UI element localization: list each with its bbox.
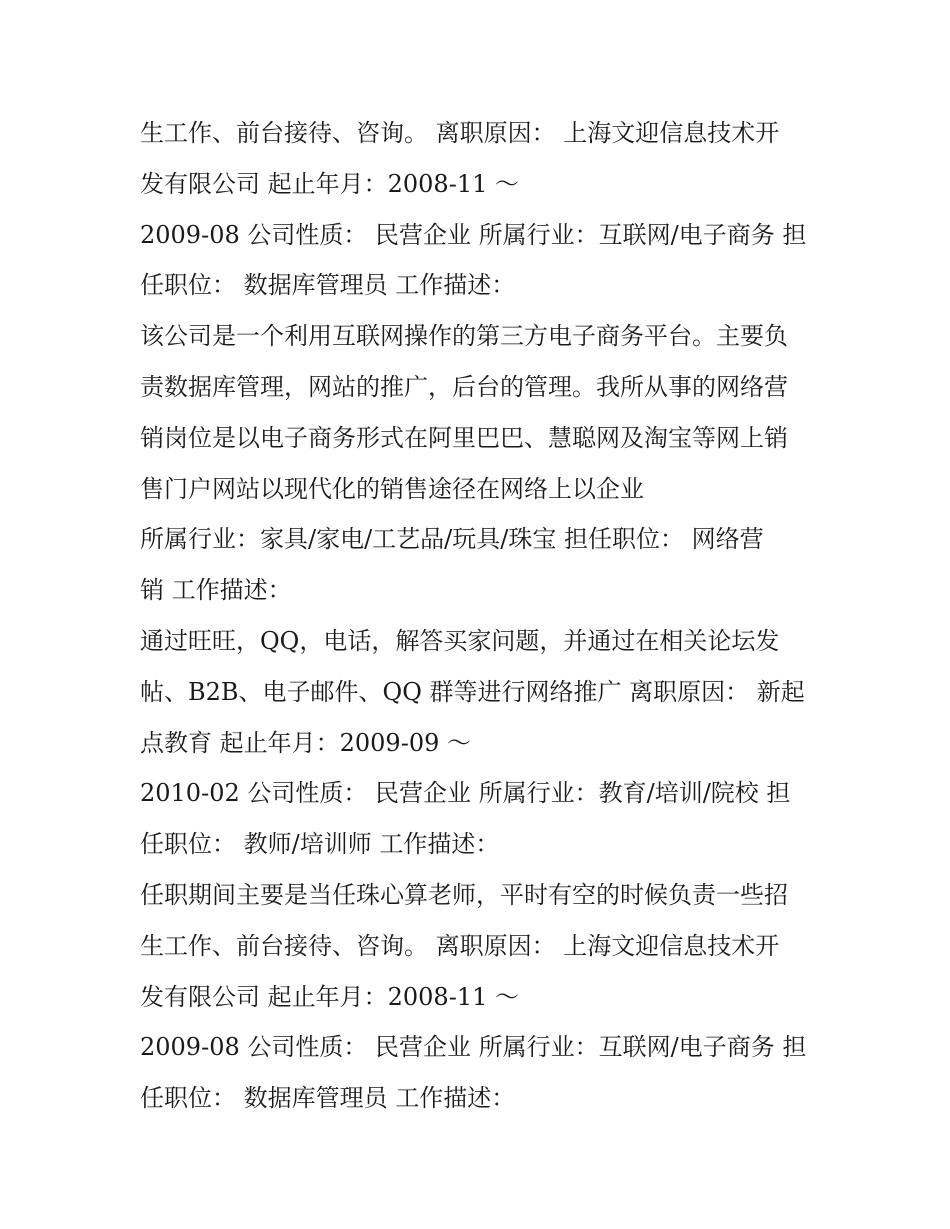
text-line: 任职位： 教师/培训师 工作描述： xyxy=(140,830,500,859)
text-line: 发有限公司 起止年月：2008-11 ～ xyxy=(140,169,519,198)
text-line: 2010-02 公司性质： 民营企业 所属行业：教育/培训/院校 担 xyxy=(140,779,791,808)
text-line: 该公司是一个利用互联网操作的第三方电子商务平台。主要负 xyxy=(140,322,788,351)
text-line: 销 工作描述： xyxy=(140,576,292,605)
text-line: 2009-08 公司性质： 民营企业 所属行业：互联网/电子商务 担 xyxy=(140,220,807,249)
document-body xyxy=(140,108,820,1124)
text-line: 销岗位是以电子商务形式在阿里巴巴、慧聪网及淘宝等网上销 xyxy=(140,423,788,452)
text-line: 责数据库管理，网站的推广，后台的管理。我所从事的网络营 xyxy=(140,372,788,401)
text-line: 生工作、前台接待、咨询。 离职原因： 上海文迎信息技术开 xyxy=(140,119,780,147)
text-line: 帖、B2B、电子邮件、QQ 群等进行网络推广 离职原因： 新起 xyxy=(140,677,805,706)
text-line: 售门户网站以现代化的销售途径在网络上以企业 xyxy=(140,474,644,503)
text-line: 发有限公司 起止年月：2008-11 ～ xyxy=(140,982,519,1011)
text-line: 生工作、前台接待、咨询。 离职原因： 上海文迎信息技术开 xyxy=(140,931,780,960)
text-line: 任职位： 数据库管理员 工作描述： xyxy=(140,271,516,300)
text-line: 任职位： 数据库管理员 工作描述： xyxy=(140,1084,516,1113)
text-line: 点教育 起止年月：2009-09 ～ xyxy=(140,728,471,757)
text-line: 通过旺旺，QQ，电话，解答买家问题，并通过在相关论坛发 xyxy=(140,626,780,655)
text-line: 所属行业：家具/家电/工艺品/玩具/珠宝 担任职位： 网络营 xyxy=(140,525,764,554)
text-line: 2009-08 公司性质： 民营企业 所属行业：互联网/电子商务 担 xyxy=(140,1033,807,1062)
text-line: 任职期间主要是当任珠心算老师，平时有空的时候负责一些招 xyxy=(140,880,788,909)
